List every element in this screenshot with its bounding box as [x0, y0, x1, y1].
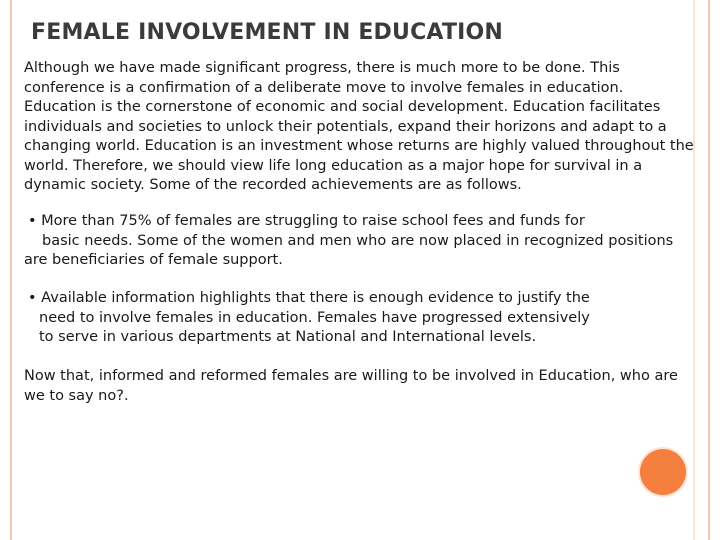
bullet-item-2 [24, 289, 694, 348]
frame-left-line [10, 0, 12, 540]
bullet-2-line-3: to serve in various departments at National and International levels. [39, 329, 537, 345]
bullet-1-line-3: are beneficiaries of female support. [24, 252, 283, 268]
bullet-2-line-1: • Available information highlights that there is enough evidence to justify the [28, 290, 590, 306]
frame-right-line [708, 0, 710, 540]
accent-circle-icon [640, 449, 686, 495]
bullet-item-1 [24, 212, 694, 271]
intro-paragraph: Although we have made significant progress, there is much more to be done. This conference is a confirmation of a deliberate move to involve females in education. Education is the cornerstone of economic and social development. Education facilitates individuals and societies to unlock their potentials, expand their horizons and adapt to a changing world. Education is an investment whose returns are highly valued throughout the world. Therefore, we should view life long education as a major hope for survival in a dynamic society. Some of the recorded achievements are as follows. [24, 60, 694, 193]
bullet-2-line-2: need to involve females in education. Females have progressed extensively [39, 309, 590, 326]
closing-paragraph: Now that, informed and reformed females are willing to be involved in Education, who are we to say no?. [24, 368, 678, 404]
bullet-1-line-2: basic needs. Some of the women and men who are now placed in recognized positions [42, 232, 674, 249]
slide-title: FEMALE INVOLVEMENT IN EDUCATION [31, 20, 504, 45]
bullet-1-line-1: • More than 75% of females are struggling to raise school fees and funds for [28, 213, 585, 229]
